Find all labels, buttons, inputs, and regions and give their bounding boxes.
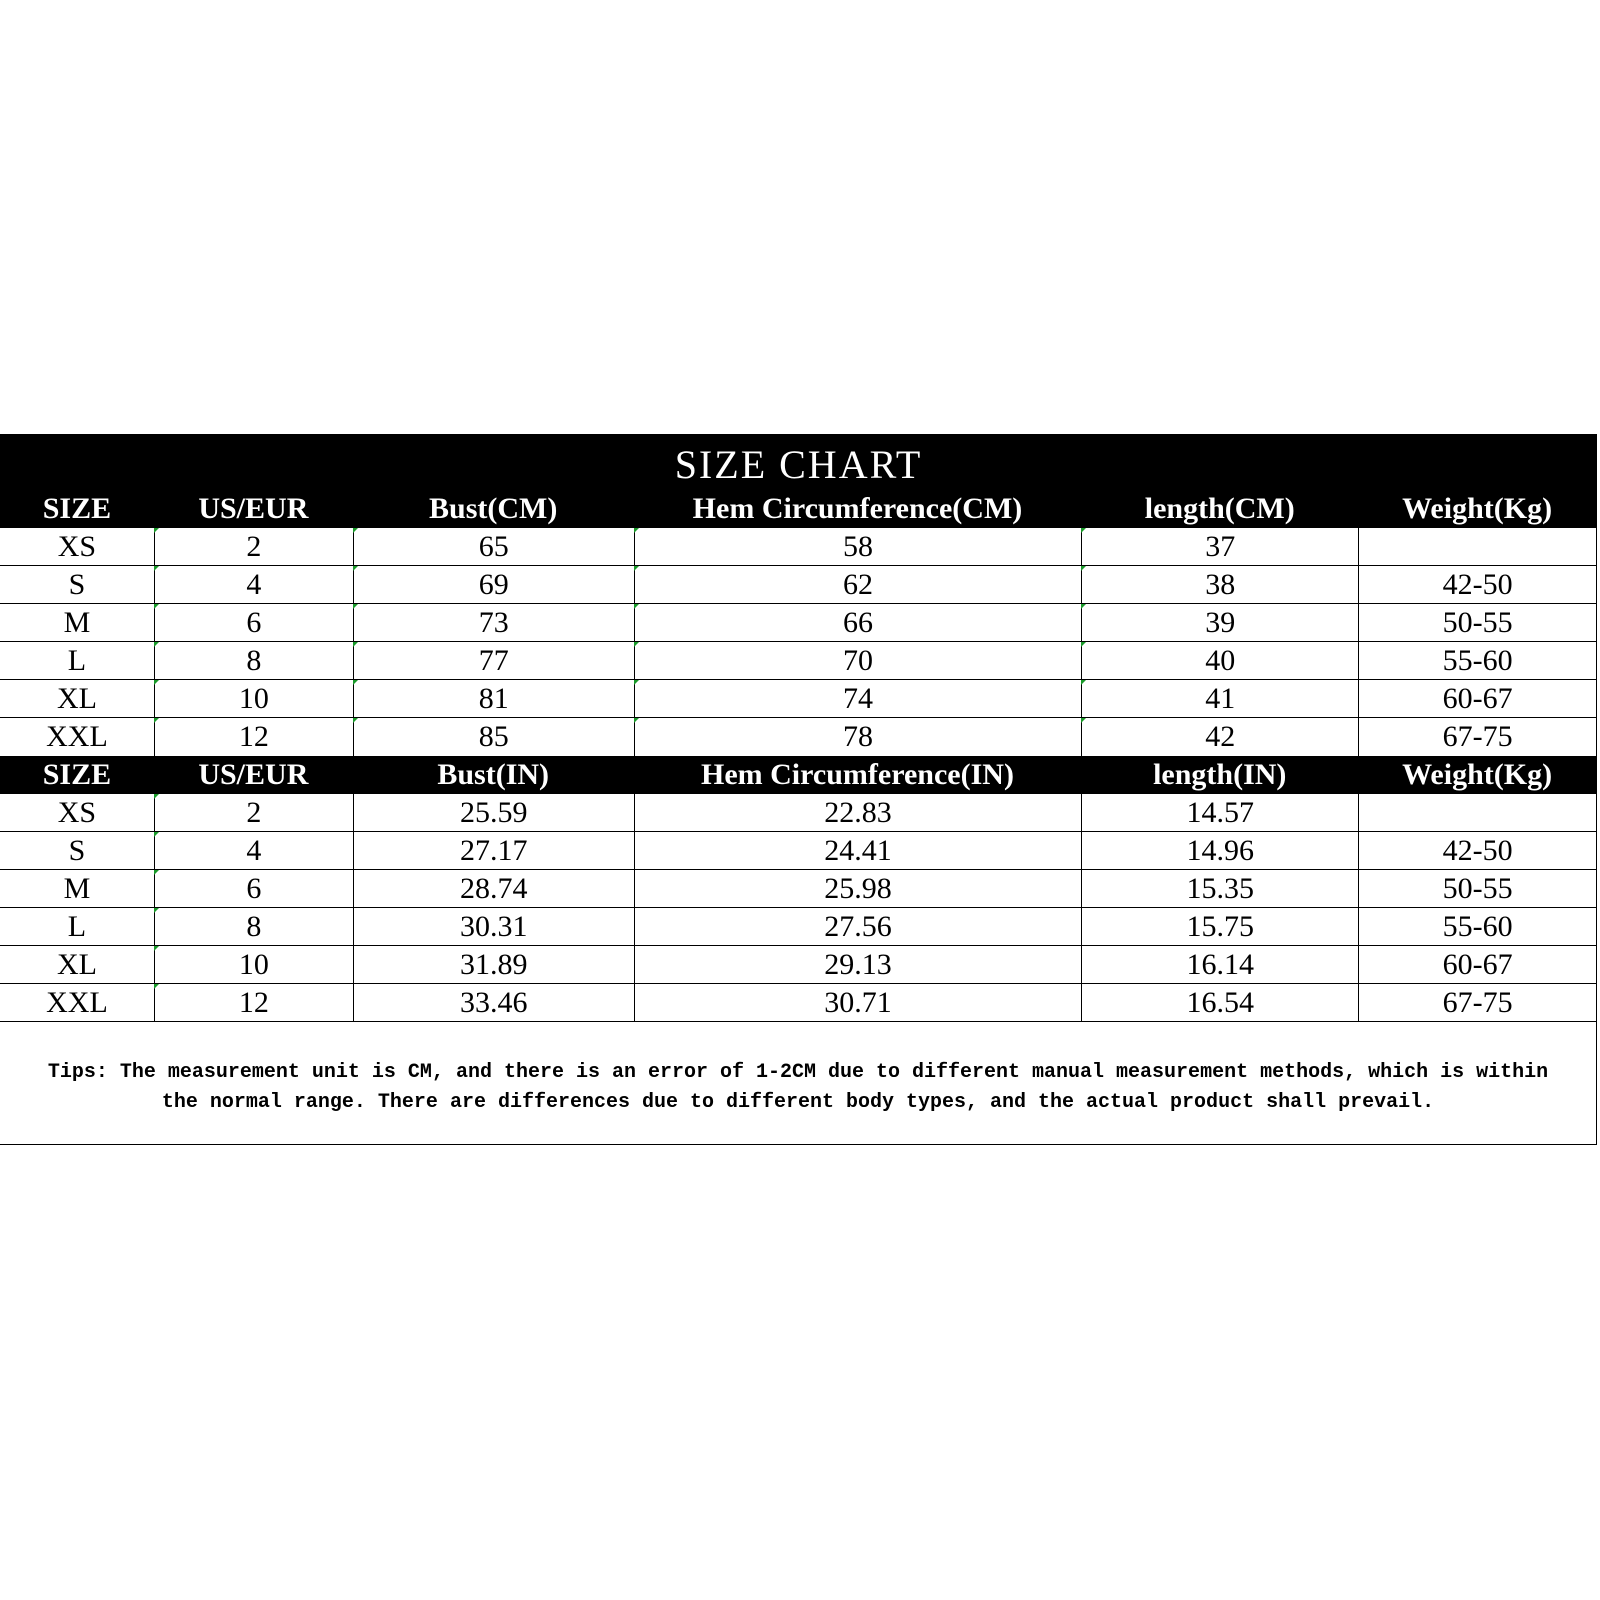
tips-note (0, 1022, 1597, 1145)
table-row (0, 794, 1596, 832)
in-table (0, 756, 1597, 1022)
length-cell: 37 (1081, 528, 1358, 565)
hem-cell: 22.83 (634, 794, 1082, 831)
us-eur-cell: 6 (154, 604, 353, 641)
size-chart-title: SIZE CHART (0, 434, 1597, 490)
bust-cell: 30.31 (353, 908, 634, 945)
cm-header-row (0, 490, 1596, 528)
hem-cell: 78 (634, 718, 1082, 756)
bust-cell: 69 (353, 566, 634, 603)
length-cell: 14.57 (1081, 794, 1358, 831)
bust-cell: 31.89 (353, 946, 634, 983)
size-cell: XL (56, 948, 97, 981)
table-row (0, 870, 1596, 908)
bust-cell: 65 (353, 528, 634, 565)
length-cell: 40 (1081, 642, 1358, 679)
bust-cell: 25.59 (353, 794, 634, 831)
length-cell: 15.75 (1081, 908, 1358, 945)
in-header-bust: Bust(IN) (437, 758, 550, 791)
us-eur-cell: 12 (154, 718, 353, 756)
table-row (0, 642, 1596, 680)
weight-cell: 50-55 (1358, 604, 1596, 641)
length-cell: 14.96 (1081, 832, 1358, 869)
hem-cell: 62 (634, 566, 1082, 603)
size-cell: L (67, 644, 87, 677)
hem-cell: 74 (634, 680, 1082, 717)
bust-cell: 85 (353, 718, 634, 756)
cm-header-size: SIZE (42, 492, 112, 525)
us-eur-cell: 8 (154, 642, 353, 679)
cm-header-weight: Weight(Kg) (1402, 492, 1553, 525)
length-cell: 16.14 (1081, 946, 1358, 983)
length-cell: 42 (1081, 718, 1358, 756)
weight-cell: 42-50 (1358, 566, 1596, 603)
table-row (0, 832, 1596, 870)
in-header-weight: Weight(Kg) (1402, 758, 1553, 791)
in-header-hem: Hem Circumference(IN) (701, 758, 1014, 791)
bust-cell: 33.46 (353, 984, 634, 1021)
cm-table (0, 490, 1597, 756)
size-cell: S (68, 568, 86, 601)
table-row (0, 908, 1596, 946)
cm-header-bust: Bust(CM) (429, 492, 558, 525)
hem-cell: 58 (634, 528, 1082, 565)
size-cell: XXL (46, 720, 108, 753)
hem-cell: 29.13 (634, 946, 1082, 983)
weight-cell: 50-55 (1358, 870, 1596, 907)
us-eur-cell: 12 (154, 984, 353, 1021)
size-cell: L (67, 910, 87, 943)
weight-cell: 55-60 (1358, 908, 1596, 945)
bust-cell: 81 (353, 680, 634, 717)
size-cell: XS (57, 530, 97, 563)
weight-cell: 55-60 (1358, 642, 1596, 679)
size-cell: M (63, 872, 91, 905)
table-row (0, 604, 1596, 642)
us-eur-cell: 4 (154, 566, 353, 603)
hem-cell: 25.98 (634, 870, 1082, 907)
us-eur-cell: 4 (154, 832, 353, 869)
cm-header-hem: Hem Circumference(CM) (692, 492, 1023, 525)
us-eur-cell: 2 (154, 794, 353, 831)
size-cell: S (68, 834, 86, 867)
length-cell: 39 (1081, 604, 1358, 641)
length-cell: 41 (1081, 680, 1358, 717)
in-header-us-eur: US/EUR (198, 758, 309, 791)
table-row (0, 680, 1596, 718)
bust-cell: 73 (353, 604, 634, 641)
length-cell: 15.35 (1081, 870, 1358, 907)
hem-cell: 24.41 (634, 832, 1082, 869)
in-header-length: length(IN) (1153, 758, 1287, 791)
table-row (0, 984, 1596, 1022)
table-row (0, 718, 1596, 756)
weight-cell: 60-67 (1358, 946, 1596, 983)
table-row (0, 946, 1596, 984)
length-cell: 38 (1081, 566, 1358, 603)
weight-cell: 42-50 (1358, 832, 1596, 869)
bust-cell: 77 (353, 642, 634, 679)
cm-header-length: length(CM) (1144, 492, 1295, 525)
bust-cell: 28.74 (353, 870, 634, 907)
us-eur-cell: 10 (154, 946, 353, 983)
table-row (0, 528, 1596, 566)
hem-cell: 30.71 (634, 984, 1082, 1021)
tips-line-2: the normal range. There are differences due to different body types, and the actual product shall prevail. (161, 1091, 1435, 1114)
weight-cell (1358, 528, 1596, 565)
in-header-row (0, 756, 1596, 794)
size-cell: XL (56, 682, 97, 715)
weight-cell: 60-67 (1358, 680, 1596, 717)
us-eur-cell: 10 (154, 680, 353, 717)
weight-cell: 67-75 (1358, 718, 1596, 756)
length-cell: 16.54 (1081, 984, 1358, 1021)
table-row (0, 566, 1596, 604)
size-cell: XS (57, 796, 97, 829)
us-eur-cell: 8 (154, 908, 353, 945)
weight-cell: 67-75 (1358, 984, 1596, 1021)
size-chart (0, 434, 1597, 1145)
hem-cell: 70 (634, 642, 1082, 679)
us-eur-cell: 2 (154, 528, 353, 565)
weight-cell (1358, 794, 1596, 831)
hem-cell: 27.56 (634, 908, 1082, 945)
size-cell: M (63, 606, 91, 639)
tips-line-1: Tips: The measurement unit is CM, and there is an error of 1-2CM due to different manual measurement methods, which is within (47, 1061, 1549, 1084)
us-eur-cell: 6 (154, 870, 353, 907)
cm-header-us-eur: US/EUR (198, 492, 309, 525)
bust-cell: 27.17 (353, 832, 634, 869)
size-cell: XXL (46, 986, 108, 1019)
hem-cell: 66 (634, 604, 1082, 641)
in-header-size: SIZE (42, 758, 112, 791)
